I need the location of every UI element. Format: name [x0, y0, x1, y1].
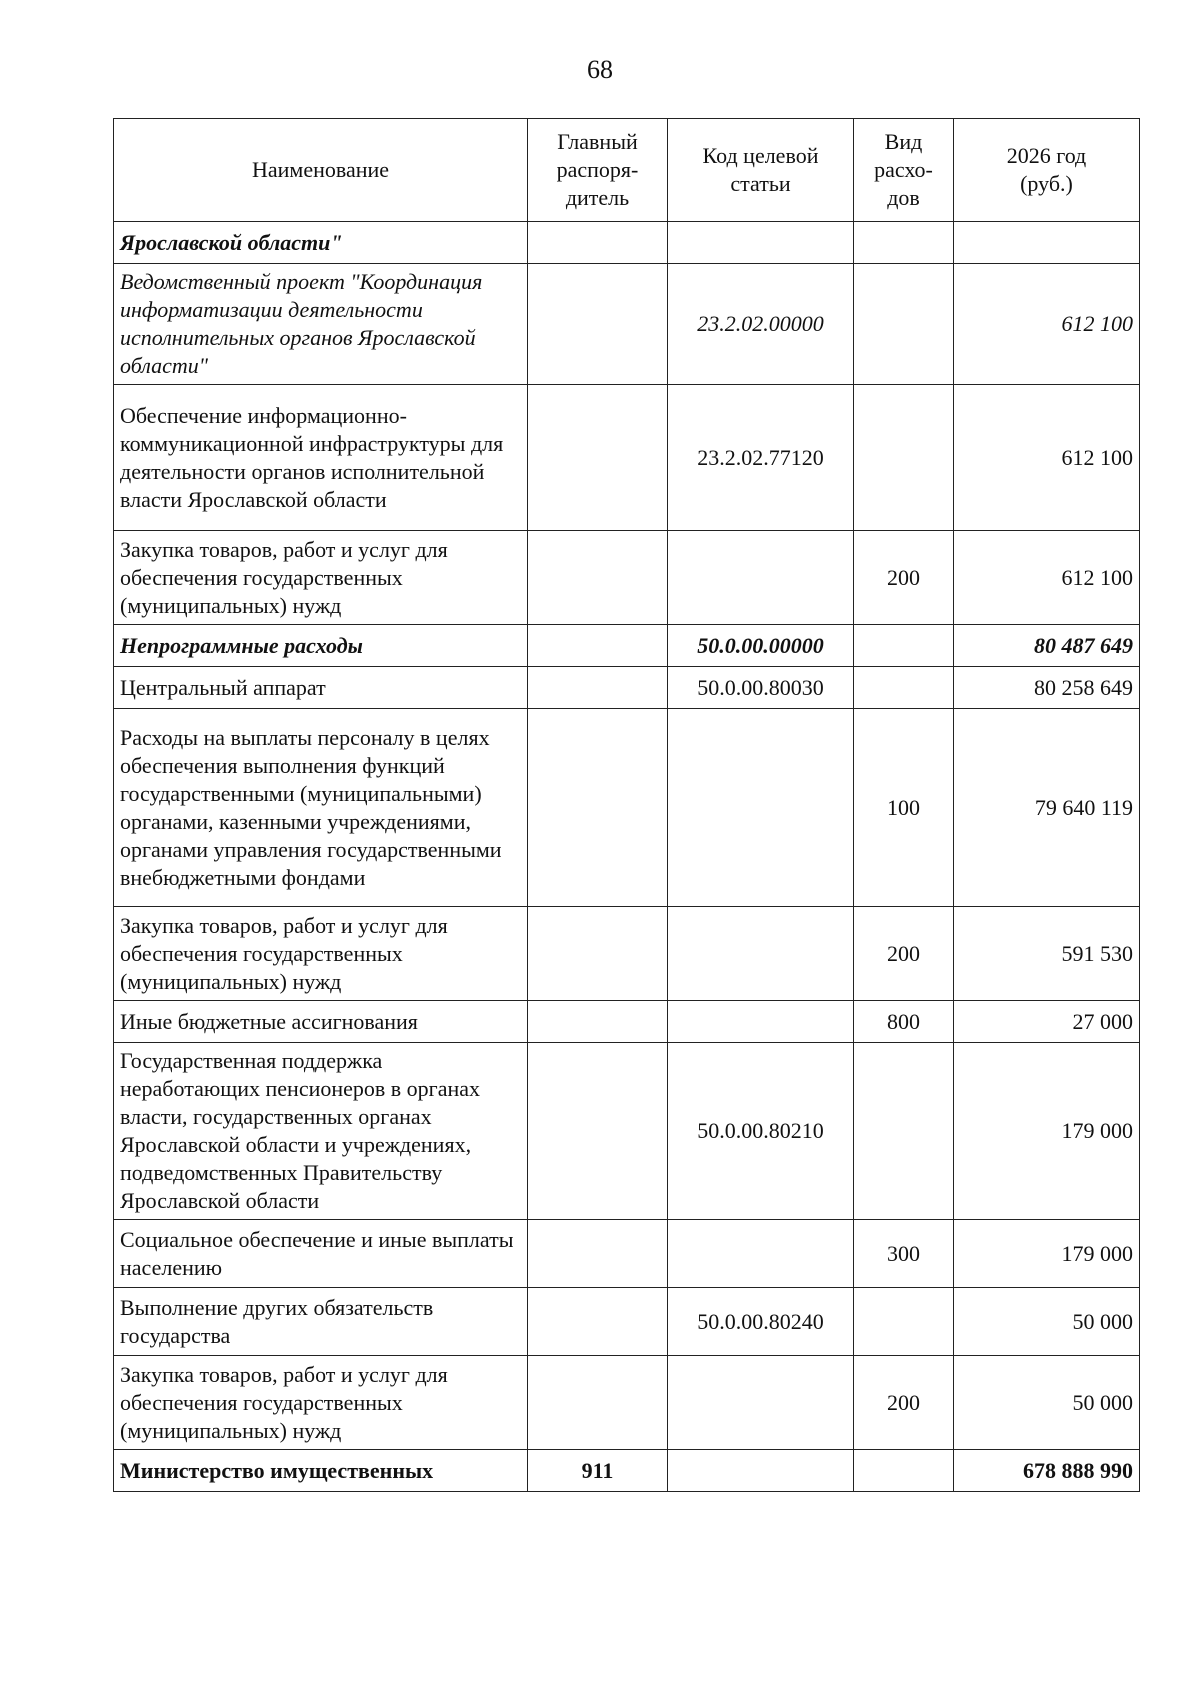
row-expense-type-cell — [854, 222, 954, 264]
table-row — [114, 709, 1140, 907]
row-target-code-cell: 50.0.00.80210 — [668, 1043, 854, 1220]
row-main-manager-cell — [528, 385, 668, 531]
row-expense-type-cell: 200 — [854, 1356, 954, 1450]
row-amount-cell: 79 640 119 — [954, 709, 1140, 907]
row-main-manager-cell — [528, 1288, 668, 1356]
header-main-manager-line: Главный — [557, 129, 638, 154]
row-main-manager-cell — [528, 667, 668, 709]
table-row — [114, 1043, 1140, 1220]
row-expense-type-cell — [854, 667, 954, 709]
row-target-code-cell — [668, 709, 854, 907]
row-amount-cell — [954, 222, 1140, 264]
table-row — [114, 1356, 1140, 1450]
row-expense-type-cell: 800 — [854, 1001, 954, 1043]
table-row — [114, 222, 1140, 264]
row-name-cell: Обеспечение информационно-коммуникационной инфраструктуры для деятельности органов исполнительной власти Ярославской области — [114, 385, 528, 531]
header-target-code-line: Код целевой — [702, 143, 819, 168]
row-amount-cell: 591 530 — [954, 907, 1140, 1001]
row-name-cell: Государственная поддержка неработающих пенсионеров в органах власти, государственных органах Ярославской области и учреждениях, подведомственных Правительству Ярославской области — [114, 1043, 528, 1220]
row-expense-type-cell — [854, 1288, 954, 1356]
row-target-code-cell: 23.2.02.77120 — [668, 385, 854, 531]
page-number: 68 — [587, 55, 613, 84]
row-main-manager-cell — [528, 1001, 668, 1043]
row-expense-type-cell — [854, 1043, 954, 1220]
row-main-manager-cell — [528, 531, 668, 625]
budget-table — [113, 118, 1140, 1492]
row-main-manager-cell: 911 — [528, 1450, 668, 1492]
row-amount-cell: 50 000 — [954, 1288, 1140, 1356]
row-amount-cell: 612 100 — [954, 531, 1140, 625]
row-target-code-cell: 50.0.00.80240 — [668, 1288, 854, 1356]
row-name-cell: Социальное обеспечение и иные выплаты населению — [114, 1220, 528, 1288]
table-row — [114, 1220, 1140, 1288]
row-main-manager-cell — [528, 709, 668, 907]
row-amount-cell: 80 487 649 — [954, 625, 1140, 667]
table-row — [114, 531, 1140, 625]
row-target-code-cell — [668, 1450, 854, 1492]
row-name-cell: Закупка товаров, работ и услуг для обеспечения государственных (муниципальных) нужд — [114, 531, 528, 625]
table-row — [114, 907, 1140, 1001]
row-name-cell: Центральный аппарат — [114, 667, 528, 709]
row-name-cell: Непрограммные расходы — [114, 625, 528, 667]
row-expense-type-cell: 100 — [854, 709, 954, 907]
row-main-manager-cell — [528, 625, 668, 667]
row-target-code-cell — [668, 907, 854, 1001]
row-name-cell: Ведомственный проект "Координация информатизации деятельности исполнительных органов Ярославской области" — [114, 264, 528, 385]
table-row — [114, 1288, 1140, 1356]
row-target-code-cell: 50.0.00.80030 — [668, 667, 854, 709]
row-amount-cell: 80 258 649 — [954, 667, 1140, 709]
row-amount-cell: 678 888 990 — [954, 1450, 1140, 1492]
row-name-cell: Министерство имущественных — [114, 1450, 528, 1492]
header-main-manager-line: дитель — [565, 185, 630, 210]
row-main-manager-cell — [528, 222, 668, 264]
header-expense-type — [854, 119, 954, 222]
row-main-manager-cell — [528, 1043, 668, 1220]
row-amount-cell: 612 100 — [954, 264, 1140, 385]
header-main-manager-line: распоря- — [556, 157, 639, 182]
row-target-code-cell: 23.2.02.00000 — [668, 264, 854, 385]
table-row — [114, 1001, 1140, 1043]
row-expense-type-cell — [854, 385, 954, 531]
table-row — [114, 385, 1140, 531]
header-year-line: 2026 год — [1006, 143, 1087, 168]
row-expense-type-cell: 200 — [854, 531, 954, 625]
header-expense-type-line: Вид — [884, 129, 923, 154]
table-row — [114, 625, 1140, 667]
row-target-code-cell — [668, 1220, 854, 1288]
header-year-line: (руб.) — [1020, 171, 1073, 196]
table-row — [114, 667, 1140, 709]
header-target-code — [668, 119, 854, 222]
table-row — [114, 264, 1140, 385]
row-amount-cell: 179 000 — [954, 1220, 1140, 1288]
row-name-cell: Закупка товаров, работ и услуг для обеспечения государственных (муниципальных) нужд — [114, 1356, 528, 1450]
row-main-manager-cell — [528, 1220, 668, 1288]
header-expense-type-line: дов — [887, 185, 920, 210]
row-expense-type-cell: 300 — [854, 1220, 954, 1288]
row-name-cell: Ярославской области" — [114, 222, 528, 264]
row-target-code-cell — [668, 1001, 854, 1043]
row-amount-cell: 612 100 — [954, 385, 1140, 531]
header-row — [114, 119, 1140, 222]
row-main-manager-cell — [528, 264, 668, 385]
row-expense-type-cell: 200 — [854, 907, 954, 1001]
row-name-cell: Расходы на выплаты персоналу в целях обеспечения выполнения функций государственными (муниципальными) органами, казенными учреждениями, органами управления государственными внебюджетными фондами — [114, 709, 528, 907]
header-year-2026 — [954, 119, 1140, 222]
row-target-code-cell: 50.0.00.00000 — [668, 625, 854, 667]
row-expense-type-cell — [854, 625, 954, 667]
row-target-code-cell — [668, 1356, 854, 1450]
row-amount-cell: 179 000 — [954, 1043, 1140, 1220]
header-expense-type-line: расхо- — [874, 157, 933, 182]
table-row — [114, 1450, 1140, 1492]
row-amount-cell: 27 000 — [954, 1001, 1140, 1043]
row-main-manager-cell — [528, 907, 668, 1001]
row-name-cell: Иные бюджетные ассигнования — [114, 1001, 528, 1043]
row-target-code-cell — [668, 222, 854, 264]
row-amount-cell: 50 000 — [954, 1356, 1140, 1450]
header-target-code-line: статьи — [730, 171, 791, 196]
header-main-manager — [528, 119, 668, 222]
row-main-manager-cell — [528, 1356, 668, 1450]
row-name-cell: Закупка товаров, работ и услуг для обеспечения государственных (муниципальных) нужд — [114, 907, 528, 1001]
row-name-cell: Выполнение других обязательств государства — [114, 1288, 528, 1356]
header-name: Наименование — [114, 119, 528, 222]
table-body — [114, 222, 1140, 1492]
row-expense-type-cell — [854, 1450, 954, 1492]
row-expense-type-cell — [854, 264, 954, 385]
row-target-code-cell — [668, 531, 854, 625]
